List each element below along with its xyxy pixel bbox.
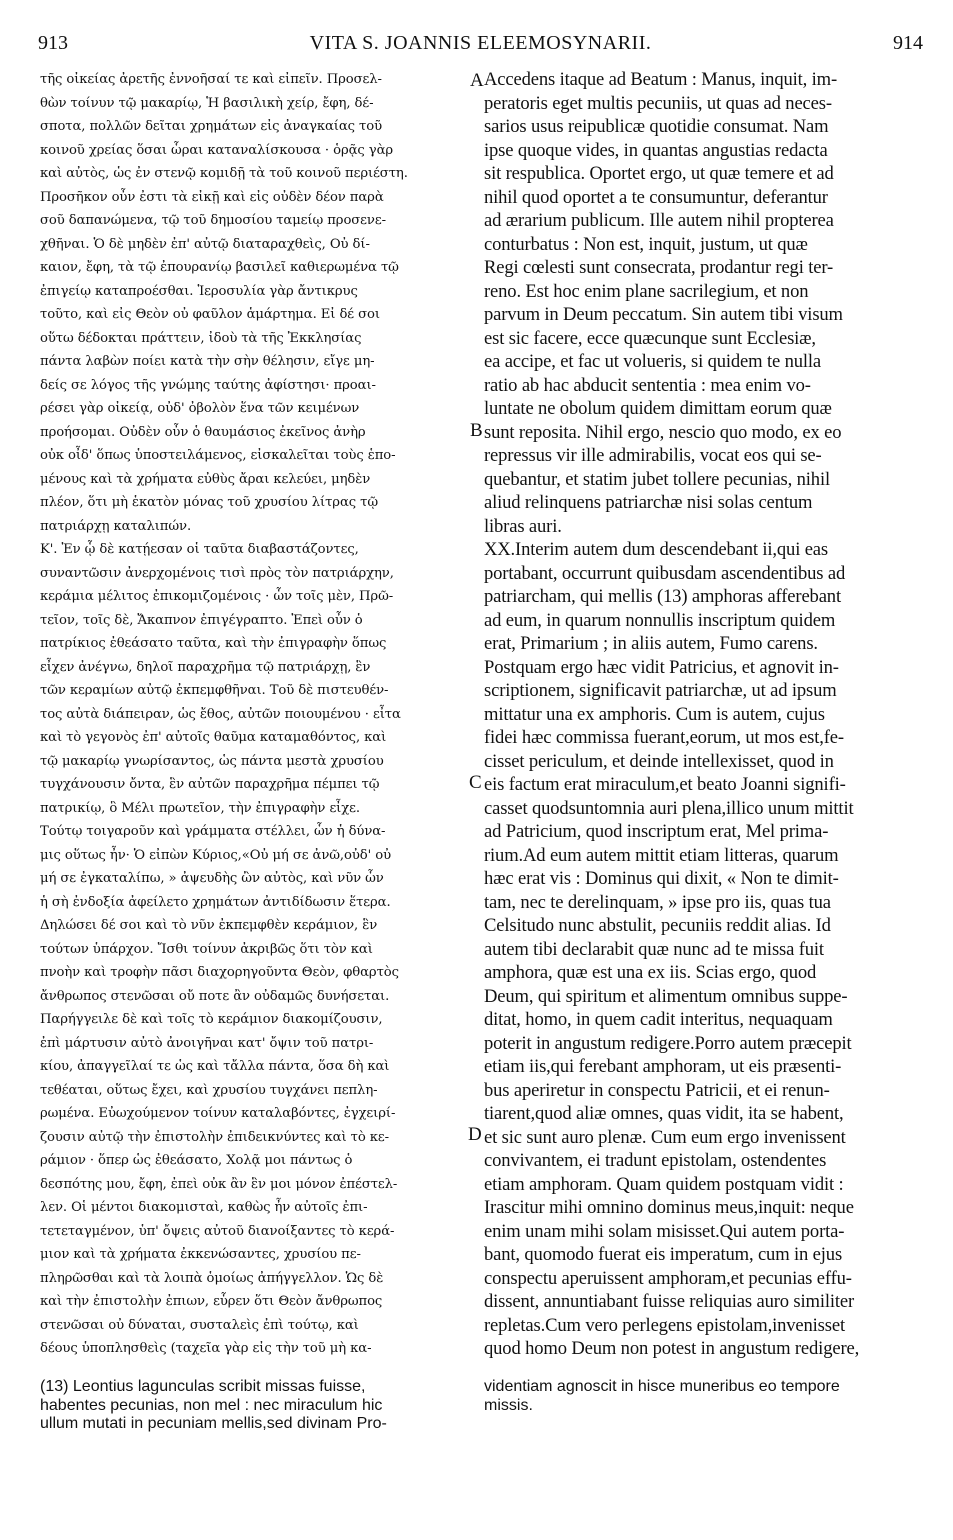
greek-text-line: καὶ τὸ γεγονὸς ἐπ' αὐτοῖς θαῦμα καταμαθόντος, καὶ (40, 730, 387, 745)
greek-text-line: Προσῆκον οὖν ἐστι τὰ εἰκῇ καὶ εἰς οὐδὲν δέον παρὰ (40, 189, 384, 205)
greek-text-line: ρέσει γὰρ οἰκείᾳ, οὐδ' ὀβολὸν ἕνα τῶν κειμένων (40, 401, 360, 416)
latin-text-line: peratoris eget multis pecuniis, ut quas ad neces- (484, 92, 832, 114)
footnote-line: ullum mutati in pecuniam mellis,sed divinam Pro- (40, 1415, 387, 1432)
latin-text-line: aliud relinquens patriarchæ nisi solas centum (484, 492, 813, 513)
latin-text-line: ad ærarium publicum. Ille autem nihil propterea (484, 210, 834, 231)
margin-letter-a: A (470, 70, 484, 91)
latin-text-line: sunt reposita. Nihil ergo, nescio quo modo, ex eo (484, 421, 842, 443)
latin-text-line: ditat, homo, in quem cadit interitus, nequaquam (484, 1009, 833, 1030)
latin-text-line: ratio ab hac abducit sententia : mea enim vo- (484, 374, 811, 396)
latin-text-line: enim unam mihi solam misisset.Qui autem porta- (484, 1220, 845, 1242)
greek-text-line: θὼν τοίνυν τῷ μακαρίῳ, Ἡ βασιλικὴ χείρ, ἔφη, δέ- (40, 95, 374, 111)
latin-text-line: etiam amphoram. Quam quidem postquam vidit : (484, 1173, 844, 1195)
latin-text-line: sit respublica. Oportet ergo, ut quæ temere et ad (484, 163, 834, 184)
footnote-line: missis. (484, 1396, 533, 1414)
latin-text-line: cisset periculum, et deinde intellexisset, quod in (484, 750, 834, 772)
latin-text-line: tam, nec te derelinquam, » ipse pro iis, quas tua (484, 891, 831, 913)
latin-text-line: dissent, annuntiabant fuisse reliquias auro similiter (484, 1291, 855, 1312)
latin-text-line: nihil quod oportet a te consumuntur, deferantur (484, 186, 828, 208)
latin-text-line: repressus vir ille admirabilis, vocat eos qui se- (484, 445, 822, 466)
latin-text-line: rium.Ad eum autem mittit etiam litteras, quarum (484, 844, 839, 866)
greek-text-line: ἄνθρωπος στενῶσαι οὔ ποτε ἂν οὐδαμῶς δυνήσεται. (40, 988, 390, 1004)
latin-text-line: conturbatus : Non est, inquit, justum, ut quæ (484, 233, 808, 255)
greek-text-line: κίου, ἀπαγγεῖλαί τε ὡς καὶ τἄλλα πάντα, ὅσα δὴ καὶ (40, 1059, 390, 1074)
greek-text-line: μις οὕτως ἦν· Ὁ εἰπὼν Κύριος,«Οὐ μή σε ἀνῶ,οὐδ' οὐ (40, 847, 391, 863)
greek-text-line: χθῆναι. Ὁ δὲ μηδὲν ἐπ' αὐτῷ διαταραχθεὶς, Οὐ δί- (40, 236, 370, 252)
latin-text-line: et sic sunt auro plenæ. Cum eum ergo invenissent (484, 1126, 846, 1148)
greek-text-line: μή σε ἐγκαταλίπω, » ἀψευδὴς ὢν αὐτὸς, καὶ νῦν ὧν (40, 871, 384, 886)
greek-text-line: τετεταγμένον, ὑπ' ὄψεις αὐτοῦ διανοίξαντες τὸ κερά- (40, 1223, 395, 1239)
greek-text-line: τυγχάνουσιν ὄντα, ἓν αὐτῶν παραχρῆμα πέμπει τῷ (40, 777, 380, 792)
greek-text-line: δεσπότης μου, ἔφη, ἐπεὶ οὐκ ἂν ἓν μοι μόνον ἐπέστελ- (40, 1176, 398, 1192)
latin-text-line: etiam iis,qui ferebant amphoram, ut eis præsenti- (484, 1056, 842, 1077)
greek-text-line: πλέον, ὅτι μὴ ἑκατὸν μόνας τοῦ χρυσίου λίτρας τῷ (40, 495, 378, 510)
greek-text-line: τεθέαται, οὕτως ἔχει, καὶ χρυσίου τυγχάνει πεπλη- (40, 1082, 378, 1098)
greek-text-line: Κ'. Ἐν ᾧ δὲ κατῄεσαν οἱ ταῦτα διαβαστάζοντες, (40, 542, 359, 557)
greek-text-line: συναντῶσιν ἀνερχομένοις τισὶ πρὸς τὸν πατριάρχην, (40, 565, 394, 581)
latin-text-line: est sic facere, ecce quæcunque sunt Ecclesiæ, (484, 327, 816, 349)
greek-text-line: τος αὐτὰ διάπειραν, ὡς ἔθος, αὐτῶν ποιουμένου · εἶτα (40, 706, 401, 722)
latin-text-line: luntate ne obolum quidem dimittam eorum quæ (484, 398, 832, 419)
greek-text-line: δείς σε λόγος τῆς γνώμης ταύτης ἀφίστησι· προαι- (40, 377, 376, 393)
footnote-line: (13) Leontius lagunculas scribit missas fuisse, (40, 1378, 366, 1395)
running-title: VITA S. JOANNIS ELEEMOSYNARII. (309, 32, 652, 54)
latin-text-line: repletas.Cum vero perlegens epistolam,invenisset (484, 1314, 845, 1336)
footnote-left (40, 1378, 470, 1434)
latin-text-line: quebantur, et statim jubet tollere pecunias, nihil (484, 468, 830, 490)
greek-text-line: καὶ αὐτὸς, ὡς ἐν στενῷ κομιδῇ τὰ τοῦ κοινοῦ περιέστη. (40, 166, 408, 181)
latin-text-line: autem tibi declarabit quæ nunc ad te missa fuit (484, 938, 824, 960)
greek-text-line: πληρῶσθαι καὶ τὰ λοιπὰ ὁμοίως ἀπήγγελλον. Ὡς δὲ (40, 1270, 384, 1286)
latin-text-line: poterit in angustum redigere.Porro autem præcepit (484, 1032, 852, 1054)
greek-text-line: μένους καὶ τὰ χρήματα εὐθὺς ἄραι κελεύει, μηδὲν (40, 471, 371, 487)
latin-text-line: hæc erat vis : Dominus qui dixit, « Non te dimit- (484, 868, 839, 889)
latin-text-line: casset quodsuntomnia auri plena,illico unum mittit (484, 797, 854, 819)
greek-text-line: πάντα λαβὼν ποίει κατὰ τὴν σὴν θέλησιν, εἴγε μη- (40, 354, 375, 369)
latin-text-line: bus aperiretur in conspectu Patricii, et ei renun- (484, 1079, 830, 1101)
latin-text-line: sarios usus reipublicæ quotidie consumat. Nam (484, 116, 829, 137)
footnote-line: videntiam agnoscit in hisce muneribus eo tempore (484, 1378, 840, 1395)
latin-text-line: scriptionem, significavit patriarchæ, ut ad ipsum (484, 680, 837, 701)
latin-text-line: parvum in Deum peccatum. Sin autem tibi visum (484, 304, 843, 325)
greek-text-line: τεῖον, τοῖς δὲ, Ἄκαπνον ἐπιγέγραπτο. Ἐπεὶ οὖν ὁ (40, 612, 363, 628)
latin-text-line: Deum, qui spiritum et alimentum omnibus suppe- (484, 985, 848, 1007)
latin-text-line: fidei hæc commissa fuerant,eorum, ut mos est,fe- (484, 727, 844, 748)
latin-text-line: convivantem, ei tradunt epistolam, ostendentes (484, 1150, 827, 1171)
latin-text-line: reno. Est hoc enim plane sacrilegium, et non (484, 280, 809, 302)
greek-text-line: ἐπὶ μάρτυσιν αὐτὸ ἀνοιγῆναι κατ' ὄψιν τοῦ πατρι- (40, 1035, 374, 1051)
greek-text-line: καιον, ἔφη, τὰ τῷ ἐπουρανίῳ βασιλεῖ καθιερωμένα τῷ (40, 260, 399, 275)
greek-text-line: τῆς οἰκείας ἀρετῆς ἐννοῆσαί τε καὶ εἰπεῖν. Προσελ- (40, 72, 382, 87)
greek-text-line: κεράμια μέλιτος ἐπικομιζομένοις · ὧν τοῖς μὲν, Πρῶ- (40, 589, 394, 604)
greek-text-line: λεν. Οἱ μέντοι διακομισταὶ, καθὼς ἦν αὐτοῖς ἐπι- (40, 1200, 368, 1215)
greek-text-line: ζουσιν αὐτῷ τὴν ἐπιστολὴν ἐπιδεικνύντες καὶ τὸ κε- (40, 1129, 389, 1145)
footnote-line: habentes pecunias, non mel : nec miraculum hic (40, 1396, 383, 1414)
greek-text-line: μιον καὶ τὰ χρήματα ἐκκενώσαντες, χρυσίου πε- (40, 1247, 361, 1262)
greek-text-line: στενῶσαι οὐ δύναται, συσταλεὶς ἐπὶ τούτῳ, καὶ (40, 1317, 359, 1333)
greek-text-line: τῷ μακαρίῳ γνωρίσαντος, ὡς πάντα μεστὰ χρυσίου (40, 753, 384, 769)
greek-text-line: τούτων ὑπάρχον. Ἴσθι τοίνυν ἀκριβῶς ὅτι τὸν καὶ (40, 941, 373, 957)
latin-text-line: patriarcham, qui mellis (13) amphoras afferebant (484, 586, 841, 607)
greek-text-line: εἶχεν ἀνέγνω, δηλοῖ παραχρῆμα τῷ πατριάρχῃ, ἓν (40, 659, 371, 675)
running-header (38, 32, 923, 62)
greek-text-line: πνοὴν καὶ τροφὴν πᾶσι διαχορηγοῦντα Θεὸν, φθαρτὸς (40, 965, 399, 980)
greek-text-line: Παρήγγειλε δὲ καὶ τοῖς τὸ κεράμιον διακομίζουσιν, (40, 1012, 383, 1027)
latin-column (484, 68, 919, 1361)
latin-text-line: Postquam ergo hæc vidit Patricius, et agnovit in- (484, 656, 839, 678)
latin-text-line: quod homo Deum non potest in angustum redigere, (484, 1338, 860, 1359)
greek-text-line: οὕτω δέδοκται πράττειν, ἰδοὺ τὰ τῆς Ἐκκλησίας (40, 330, 362, 346)
greek-text-line: προήσομαι. Οὐδὲν οὖν ὁ θαυμάσιος ἐκεῖνος ἀνὴρ (40, 424, 366, 440)
latin-text-line: amphora, quæ est una ex iis. Scias ergo, quod (484, 962, 817, 983)
greek-text-line: οὐκ οἶδ' ὅπως ὑποστειλάμενος, εἰσκαλεῖται τοὺς ἑπο- (40, 448, 396, 463)
latin-text-line: eis factum erat miraculum,et beato Joanni signifi- (484, 774, 846, 795)
latin-text-line: erat, Primarium ; in aliis autem, Fumo carens. (484, 633, 818, 654)
greek-text-line: πατρικίῳ, ὃ Μέλι πρωτεῖον, τὴν ἐπιγραφὴν εἶχε. (40, 800, 360, 816)
latin-text-line: bant, quomodo fuerat eis imperatum, cum in ejus (484, 1244, 843, 1265)
greek-text-line: ρωμένα. Εὐωχούμενον τοίνυν καταλαβόντες, ἐγχειρί- (40, 1106, 396, 1121)
greek-text-line: σποτα, πολλῶν δεῖται χρημάτων εἰς ἀναγκαίας τοῦ (40, 119, 383, 134)
footnote-right (484, 1378, 919, 1415)
greek-text-line: ράμιον · ὅπερ ὡς ἐθεάσατο, Χολᾷ μοι πάντως ὁ (40, 1153, 353, 1168)
margin-letter-d: D (468, 1124, 482, 1145)
greek-text-line: τῶν κεραμίων αὐτῷ ἐκπεμφθῆναι. Τοῦ δὲ πιστευθέν- (40, 683, 389, 698)
latin-text-line: mittatur una ex amphoris. Cum is autem, cujus (484, 703, 825, 725)
latin-text-line: ea accipe, et fac ut volueris, si quidem te nulla (484, 351, 822, 372)
latin-text-line: libras auri. (484, 515, 562, 537)
greek-text-line: Τούτῳ τοιγαροῦν καὶ γράμματα στέλλει, ὧν ἡ δύνα- (40, 824, 386, 839)
latin-text-line: Celsitudo nunc abstulit, pecuniis reddit alias. Id (484, 915, 831, 936)
latin-text-line: Regi cœlesti sunt consecrata, prodantur regi ter- (484, 257, 834, 278)
latin-text-line: Irascitur mihi omnino dominus meus,inquit: neque (484, 1197, 854, 1218)
margin-letter-b: B (470, 420, 483, 441)
greek-text-line: Δηλώσει δέ σοι καὶ τὸ νῦν ἐκπεμφθὲν κεράμιον, ἓν (40, 918, 378, 933)
margin-letter-c: C (469, 772, 482, 793)
latin-text-line: portabant, occurrunt quibusdam ascendentibus ad (484, 562, 846, 584)
greek-text-line: κοινοῦ χρείας ὅσαι ὧραι καταναλίσκουσα · ὁρᾷς γὰρ (40, 142, 394, 158)
latin-text-line: tiarent,quod aliæ omnes, quas vidit, ita se habent, (484, 1103, 844, 1124)
greek-text-line: ἡ σὴ ἐνδοξία ἀφείλετο χρημάτων ἀντιδίδωσιν ἕτερα. (40, 894, 391, 910)
greek-text-line: τοῦτο, καὶ εἰς Θεὸν οὐ φαῦλον ἁμάρτημα. Εἰ δέ σοι (40, 307, 380, 322)
greek-text-line: καὶ τὴν ἐπιστολὴν ἐπιων, εὗρεν ὅτι Θεὸν ἄνθρωπος (40, 1294, 383, 1309)
page-number-right: 914 (893, 32, 923, 54)
greek-text-line: πατριάρχῃ καταλιπών. (40, 518, 192, 534)
greek-text-line: πατρίκιος ἐθεάσατο ταῦτα, καὶ τὴν ἐπιγραφὴν ὅπως (40, 636, 387, 651)
latin-text-line: ad Patricium, quod inscriptum erat, Mel prima- (484, 821, 829, 842)
latin-text-line: ad eum, in quarum nonnullis inscriptum quidem (484, 609, 836, 631)
greek-column (40, 68, 470, 1361)
latin-text-line: ipse quoque vides, in quantas angustias redacta (484, 139, 828, 161)
greek-text-line: σοῦ δαπανώμενα, τῷ τοῦ δημοσίου ταμείῳ προσενε- (40, 213, 386, 228)
greek-text-line: ἐπιγείῳ καταπροέσθαι. Ἱεροσυλία γὰρ ἄντικρυς (40, 283, 358, 299)
greek-text-line: δέους ὑποπλησθεὶς (ταχεῖα γὰρ εἰς τὴν τοῦ μὴ κα- (40, 1341, 372, 1356)
page-number-left: 913 (38, 32, 68, 54)
latin-text-line: Accedens itaque ad Beatum : Manus, inquit, im- (484, 69, 838, 90)
latin-text-line: XX.Interim autem dum descendebant ii,qui eas (484, 539, 828, 560)
latin-text-line: conspectu aperuissent amphoram,et pecunias effu- (484, 1267, 852, 1289)
